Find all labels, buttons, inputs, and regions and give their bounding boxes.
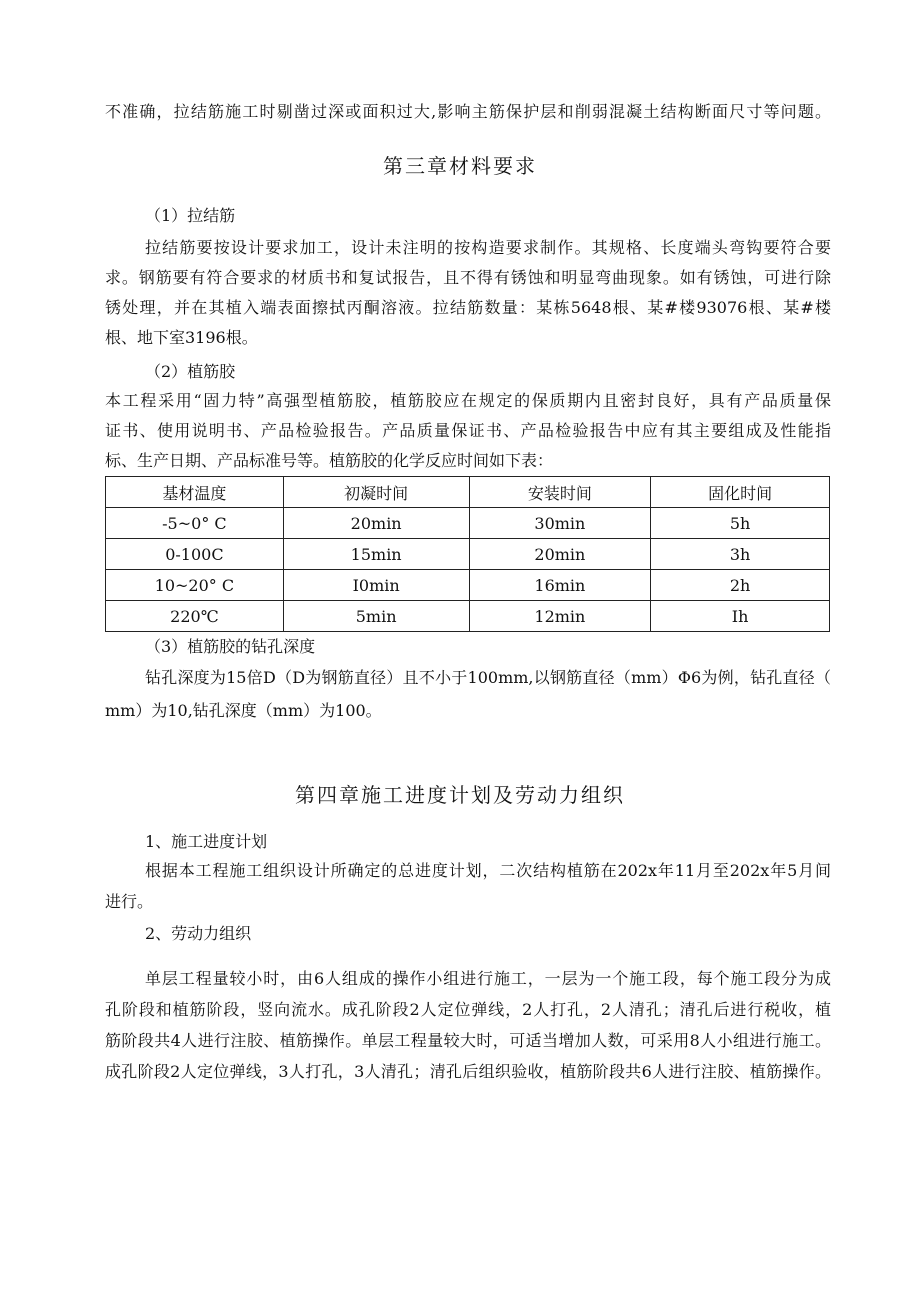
paragraph-line: 本工程采用“固力特”高强型植筋胶，植筋胶应在规定的保质期内且密封良好，具有产品质量保 — [105, 391, 831, 410]
table-cell: 0-100C — [106, 539, 284, 570]
table-cell: 30min — [469, 508, 651, 539]
table-cell: I0min — [283, 570, 469, 601]
section-heading-drill-depth: （3）植筋胶的钻孔深度 — [145, 637, 316, 656]
table-cell: 20min — [469, 539, 651, 570]
paragraph-line: 根据本工程施工组织设计所确定的总进度计划，二次结构植筋在202x年11月至202x年5月间 — [145, 861, 831, 880]
table-cell: 2h — [651, 570, 830, 601]
table-row — [106, 539, 830, 570]
table-cell: 12min — [469, 601, 651, 632]
table-row — [106, 570, 830, 601]
section-heading-anchor-glue: （2）植筋胶 — [145, 362, 236, 381]
paragraph-line: 成孔阶段2人定位弹线，3人打孔，3人清孔；清孔后组织验收，植筋阶段共6人进行注胶、植筋操作。 — [105, 1062, 831, 1081]
table-cell: 5min — [283, 601, 469, 632]
paragraph-line: 锈处理，并在其植入端表面擦拭丙酮溶液。拉结筋数量：某栋5648根、某#楼93076根、某#楼 — [105, 298, 831, 317]
table-cell: 16min — [469, 570, 651, 601]
table-cell: 15min — [283, 539, 469, 570]
paragraph-line: 筋阶段共4人进行注胶、植筋操作。单层工程量较大时，可适当增加人数，可采用8人小组进行施工。 — [105, 1031, 831, 1050]
table-row — [106, 508, 830, 539]
paragraph-line: 拉结筋要按设计要求加工，设计未注明的按构造要求制作。其规格、长度端头弯钩要符合要 — [145, 238, 831, 257]
table-cell: 10~20° C — [106, 570, 284, 601]
paragraph-line: 根、地下室3196根。 — [105, 328, 258, 347]
paragraph-line: 进行。 — [105, 892, 154, 911]
table-cell: 20min — [283, 508, 469, 539]
chapter-3-title: 第三章材料要求 — [383, 154, 537, 178]
paragraph-line: 证书、使用说明书、产品检验报告。产品质量保证书、产品检验报告中应有其主要组成及性能指 — [105, 421, 831, 440]
table-cell: 220℃ — [106, 601, 284, 632]
paragraph-line: mm）为10,钻孔深度（mm）为100。 — [105, 701, 382, 720]
paragraph-line: 求。钢筋要有符合要求的材质书和复试报告，且不得有锈蚀和明显弯曲现象。如有锈蚀，可进行除 — [105, 268, 831, 287]
table-cell: 5h — [651, 508, 830, 539]
paragraph-line: 标、生产日期、产品标准号等。植筋胶的化学反应时间如下表： — [105, 451, 554, 470]
reaction-time-table — [105, 476, 830, 632]
table-cell: 3h — [651, 539, 830, 570]
table-header-row — [106, 477, 830, 508]
intro-paragraph-line: 不准确，拉结筋施工时剔凿过深或面积过大,影响主筋保护层和削弱混凝土结构断面尺寸等问题。 — [105, 102, 831, 121]
table-cell: -5~0° C — [106, 508, 284, 539]
chapter-4-title: 第四章施工进度计划及劳动力组织 — [295, 783, 625, 807]
table-row — [106, 601, 830, 632]
table-header-cell: 初凝时间 — [283, 477, 469, 508]
paragraph-line: 钻孔深度为15倍D（D为钢筋直径）且不小于100mm,以钢筋直径（mm）Φ6为例，钻孔直径（ — [145, 668, 831, 687]
table-header-cell: 安装时间 — [469, 477, 651, 508]
paragraph-line: 单层工程量较小时，由6人组成的操作小组进行施工，一层为一个施工段，每个施工段分为成 — [145, 969, 831, 988]
table-header-cell: 基材温度 — [106, 477, 284, 508]
section-heading-schedule: 1、施工进度计划 — [145, 832, 268, 851]
section-heading-tie-bar: （1）拉结筋 — [145, 206, 236, 225]
section-heading-labor: 2、劳动力组织 — [145, 924, 252, 943]
table-header-cell: 固化时间 — [651, 477, 830, 508]
paragraph-line: 孔阶段和植筋阶段，竖向流水。成孔阶段2人定位弹线，2人打孔，2人清孔；清孔后进行税收，植 — [105, 1000, 831, 1019]
table-cell: Ih — [651, 601, 830, 632]
